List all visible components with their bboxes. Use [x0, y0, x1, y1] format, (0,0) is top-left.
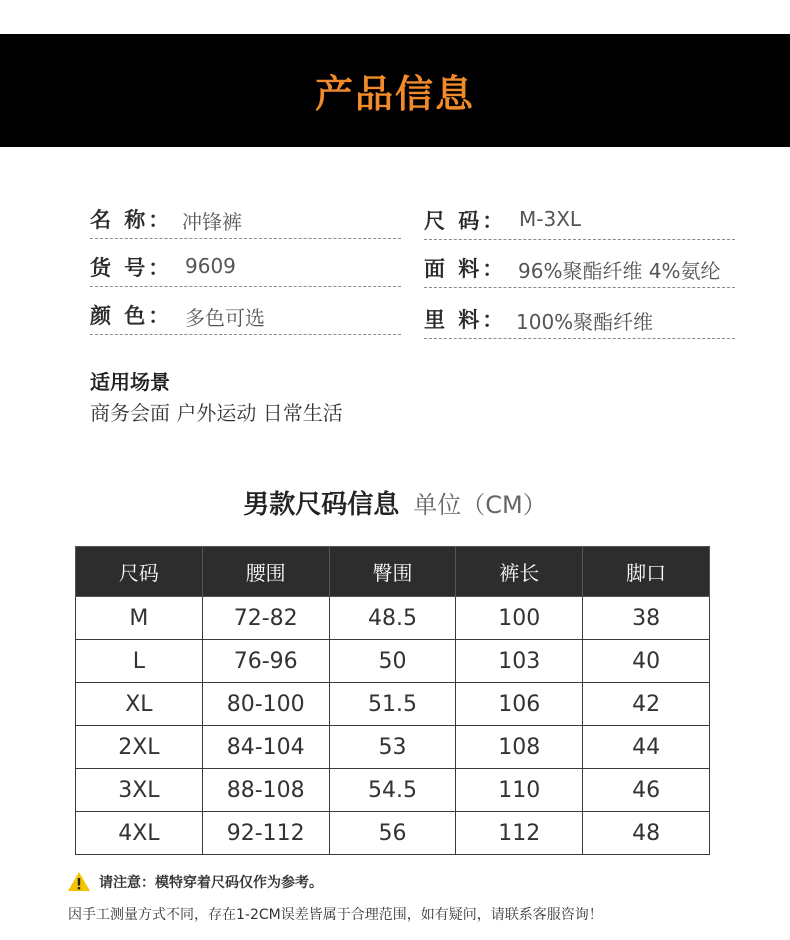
table-cell: XL	[76, 683, 203, 726]
field-size	[424, 199, 735, 240]
field-code	[90, 246, 401, 287]
field-value: 9609	[185, 254, 236, 278]
header-cell: 脚口	[583, 547, 710, 597]
table-cell: 84-104	[202, 726, 329, 769]
field-value: M-3XL	[519, 207, 582, 231]
header-cell: 腰围	[202, 547, 329, 597]
table-row	[76, 640, 710, 683]
field-color	[90, 294, 401, 335]
size-chart-heading	[0, 484, 790, 521]
table-cell: 50	[329, 640, 456, 683]
size-chart-title: 男款尺码信息	[243, 490, 400, 520]
table-cell: 92-112	[202, 812, 329, 855]
table-cell: 51.5	[329, 683, 456, 726]
table-cell: 4XL	[76, 812, 203, 855]
field-label: 尺 码：	[424, 209, 507, 233]
note-text: 请注意：模特穿着尺码仅作为参考。	[99, 874, 323, 891]
table-cell: 72-82	[202, 597, 329, 640]
header-cell: 尺码	[76, 547, 203, 597]
field-name	[90, 198, 401, 239]
table-header-row	[76, 547, 710, 597]
size-chart-unit: 单位（CM）	[413, 491, 547, 519]
table-row	[76, 597, 710, 640]
table-cell: 108	[456, 726, 583, 769]
table-cell: 76-96	[202, 640, 329, 683]
table-row	[76, 726, 710, 769]
field-label: 货 号：	[90, 256, 173, 280]
table-row	[76, 769, 710, 812]
table-cell: 46	[583, 769, 710, 812]
field-value: 96%聚酯纤维 4%氨纶	[518, 259, 721, 283]
table-cell: 48.5	[329, 597, 456, 640]
table-cell: 88-108	[202, 769, 329, 812]
field-value: 100%聚酯纤维	[516, 310, 654, 334]
table-row	[76, 812, 710, 855]
table-cell: 2XL	[76, 726, 203, 769]
table-cell: 110	[456, 769, 583, 812]
table-row	[76, 683, 710, 726]
field-value: 冲锋裤	[182, 210, 242, 234]
table-cell: 40	[583, 640, 710, 683]
warning-icon	[67, 871, 91, 892]
note	[67, 871, 323, 892]
table-cell: 54.5	[329, 769, 456, 812]
field-label: 面 料：	[424, 257, 507, 281]
header-cell: 臀围	[329, 547, 456, 597]
table-cell: 112	[456, 812, 583, 855]
table-cell: 48	[583, 812, 710, 855]
table-cell: 80-100	[202, 683, 329, 726]
table-cell: 100	[456, 597, 583, 640]
size-table	[75, 546, 710, 855]
table-cell: 103	[456, 640, 583, 683]
table-cell: 44	[583, 726, 710, 769]
header-cell: 裤长	[456, 547, 583, 597]
scene-title: 适用场景	[90, 370, 170, 394]
table-cell: M	[76, 597, 203, 640]
footer-text: 因手工测量方式不同，存在1-2CM误差皆属于合理范围，如有疑问，请联系客服咨询！	[68, 907, 603, 923]
field-label: 颜 色：	[90, 304, 173, 328]
table-cell: L	[76, 640, 203, 683]
field-fabric	[424, 247, 735, 288]
page-title: 产品信息	[314, 72, 475, 116]
scene-text: 商务会面 户外运动 日常生活	[90, 401, 343, 425]
table-cell: 106	[456, 683, 583, 726]
field-lining	[424, 298, 735, 339]
table-cell: 56	[329, 812, 456, 855]
field-label: 里 料：	[424, 308, 507, 332]
title-banner	[0, 34, 790, 147]
field-value: 多色可选	[185, 306, 265, 330]
table-cell: 42	[583, 683, 710, 726]
table-cell: 38	[583, 597, 710, 640]
table-cell: 53	[329, 726, 456, 769]
field-label: 名 称：	[90, 208, 173, 232]
table-cell: 3XL	[76, 769, 203, 812]
